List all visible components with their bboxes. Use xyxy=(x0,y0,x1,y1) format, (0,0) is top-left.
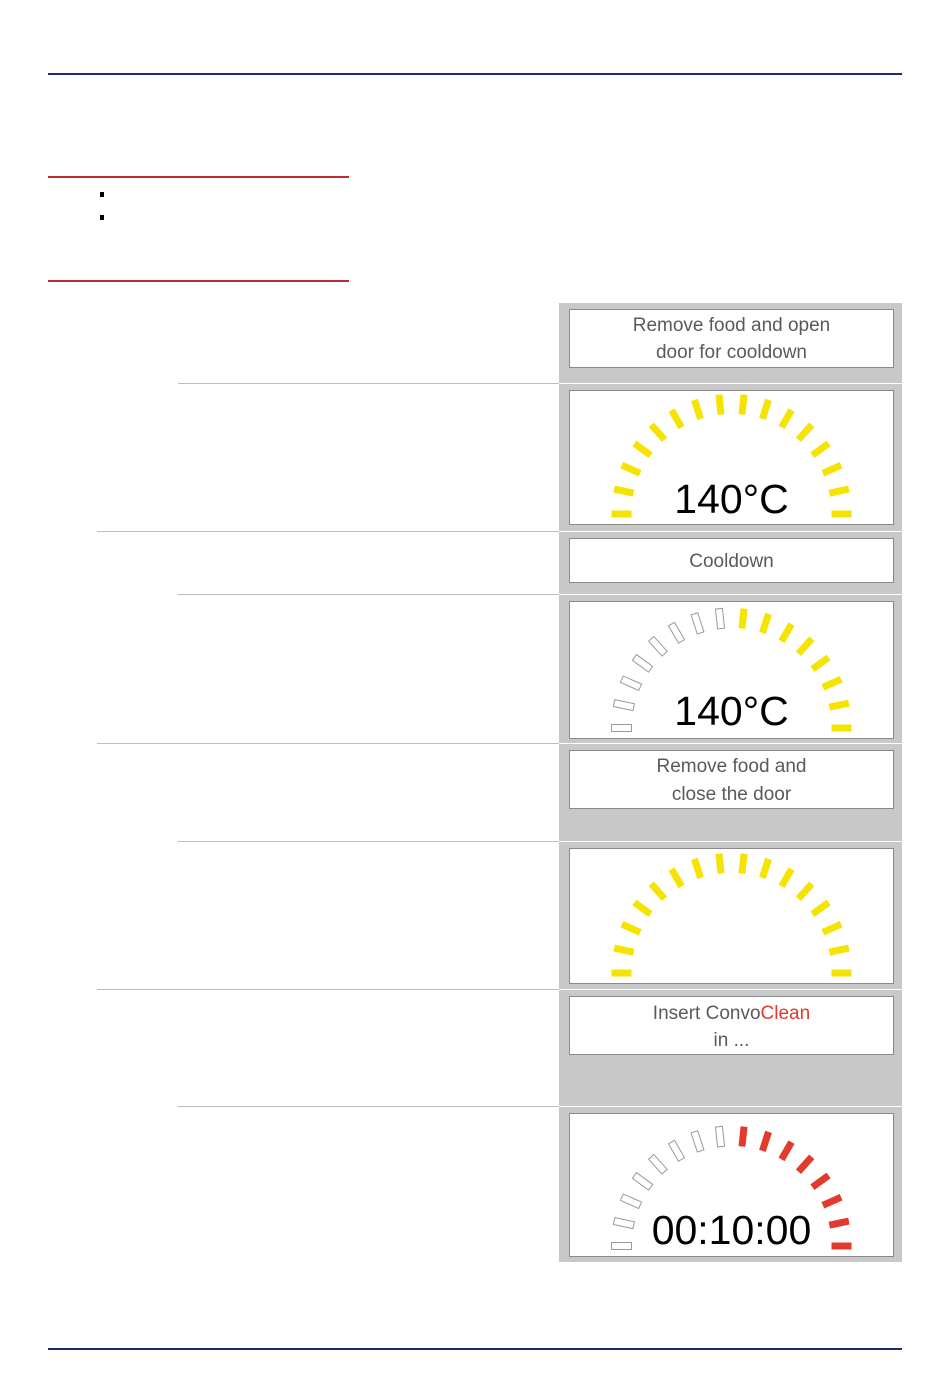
gauge-segment-filled xyxy=(715,394,724,415)
gauge-segment-filled xyxy=(810,900,830,917)
display-panel-1 xyxy=(559,303,902,383)
gauge-segment-filled xyxy=(810,441,830,458)
row-separator xyxy=(178,383,559,384)
temperature-gauge-icon xyxy=(570,849,893,983)
display-panel-7 xyxy=(559,990,902,1106)
gauge-segment-filled xyxy=(759,399,772,420)
gauge-segment-filled xyxy=(778,408,794,429)
gauge-segment-filled xyxy=(821,462,842,477)
gauge-segment-filled xyxy=(821,1194,842,1209)
row-separator xyxy=(178,841,559,842)
display-panel-4 xyxy=(559,595,902,743)
display-message: Cooldown xyxy=(689,551,774,572)
gauge-segment-empty xyxy=(632,655,652,672)
gauge-segment-filled xyxy=(738,394,747,415)
display-screen xyxy=(569,996,894,1055)
row-separator xyxy=(178,594,559,595)
display-panel-2 xyxy=(559,384,902,531)
section-rule-2 xyxy=(48,280,349,282)
gauge-segment-filled xyxy=(620,462,641,477)
gauge-segment-filled xyxy=(668,867,684,888)
gauge-segment-filled xyxy=(759,858,772,879)
timer-value: 00:10:00 xyxy=(651,1207,812,1253)
gauge-segment-filled xyxy=(649,881,668,901)
message-highlight: Clean xyxy=(760,1003,811,1024)
gauge-segment-filled xyxy=(620,921,641,936)
display-message-line-2: door for cooldown xyxy=(655,342,808,363)
display-panel-8 xyxy=(559,1107,902,1262)
section-rule-1 xyxy=(48,176,349,178)
gauge-screen xyxy=(569,601,894,739)
gauge-screen xyxy=(569,848,894,984)
gauge-segment-filled xyxy=(778,1140,794,1161)
gauge-segment-empty xyxy=(668,622,684,643)
display-message-line-1: Remove food and open xyxy=(632,315,831,336)
gauge-segment-empty xyxy=(620,1194,641,1209)
gauge-segment-filled xyxy=(796,422,815,442)
gauge-segment-filled xyxy=(649,422,668,442)
gauge-screen xyxy=(569,390,894,525)
gauge-segment-filled xyxy=(738,1126,747,1147)
header-rule xyxy=(48,73,902,75)
row-separator xyxy=(178,1106,559,1107)
display-message-line-1 xyxy=(570,1000,893,1027)
bullet-2 xyxy=(100,215,104,220)
gauge-segment-empty xyxy=(691,613,704,634)
display-panel-5 xyxy=(559,744,902,841)
display-panel-6 xyxy=(559,842,902,989)
gauge-segment-filled xyxy=(778,622,794,643)
gauge-segment-empty xyxy=(668,1140,684,1161)
display-screen xyxy=(569,309,894,368)
gauge-segment-filled xyxy=(778,867,794,888)
row-separator xyxy=(97,989,559,990)
gauge-segment-empty xyxy=(691,1131,704,1152)
gauge-segment-filled xyxy=(759,613,772,634)
gauge-segment-filled xyxy=(613,945,634,956)
display-panel-3 xyxy=(559,532,902,594)
display-message-line-2: close the door xyxy=(671,784,792,805)
temperature-value: 140°C xyxy=(674,476,789,522)
gauge-segment-filled xyxy=(691,858,704,879)
gauge-segment-filled xyxy=(715,853,724,874)
gauge-segment-empty xyxy=(715,1126,724,1147)
display-message-line-1: Remove food and xyxy=(656,756,807,777)
gauge-segment-empty xyxy=(715,608,724,629)
gauge-segment-filled xyxy=(832,970,852,977)
display-screen xyxy=(569,538,894,583)
gauge-segment-filled xyxy=(810,1173,830,1190)
gauge-segment-filled xyxy=(821,921,842,936)
gauge-segment-filled xyxy=(632,900,652,917)
gauge-segment-filled xyxy=(738,608,747,629)
gauge-segment-filled xyxy=(796,881,815,901)
gauge-segment-filled xyxy=(821,676,842,691)
footer-rule xyxy=(48,1348,902,1350)
row-separator xyxy=(97,531,559,532)
gauge-segment-filled xyxy=(738,853,747,874)
gauge-segment-filled xyxy=(612,970,632,977)
gauge-segment-filled xyxy=(691,399,704,420)
gauge-segment-filled xyxy=(796,1154,815,1174)
gauge-segment-filled xyxy=(632,441,652,458)
gauge-segment-empty xyxy=(632,1173,652,1190)
gauge-segment-filled xyxy=(829,945,850,956)
gauge-segment-filled xyxy=(796,636,815,656)
gauge-segment-filled xyxy=(759,1131,772,1152)
display-message-line-2: in ... xyxy=(713,1030,750,1051)
gauge-segment-empty xyxy=(620,676,641,691)
display-screen xyxy=(569,750,894,809)
temperature-value: 140°C xyxy=(674,688,789,734)
gauge-segment-filled xyxy=(668,408,684,429)
row-separator xyxy=(97,743,559,744)
gauge-segment-empty xyxy=(649,636,668,656)
gauge-segment-empty xyxy=(649,1154,668,1174)
bullet-1 xyxy=(100,192,104,197)
gauge-screen xyxy=(569,1113,894,1257)
gauge-segment-filled xyxy=(810,655,830,672)
message-prefix: Insert Convo xyxy=(652,1003,761,1024)
